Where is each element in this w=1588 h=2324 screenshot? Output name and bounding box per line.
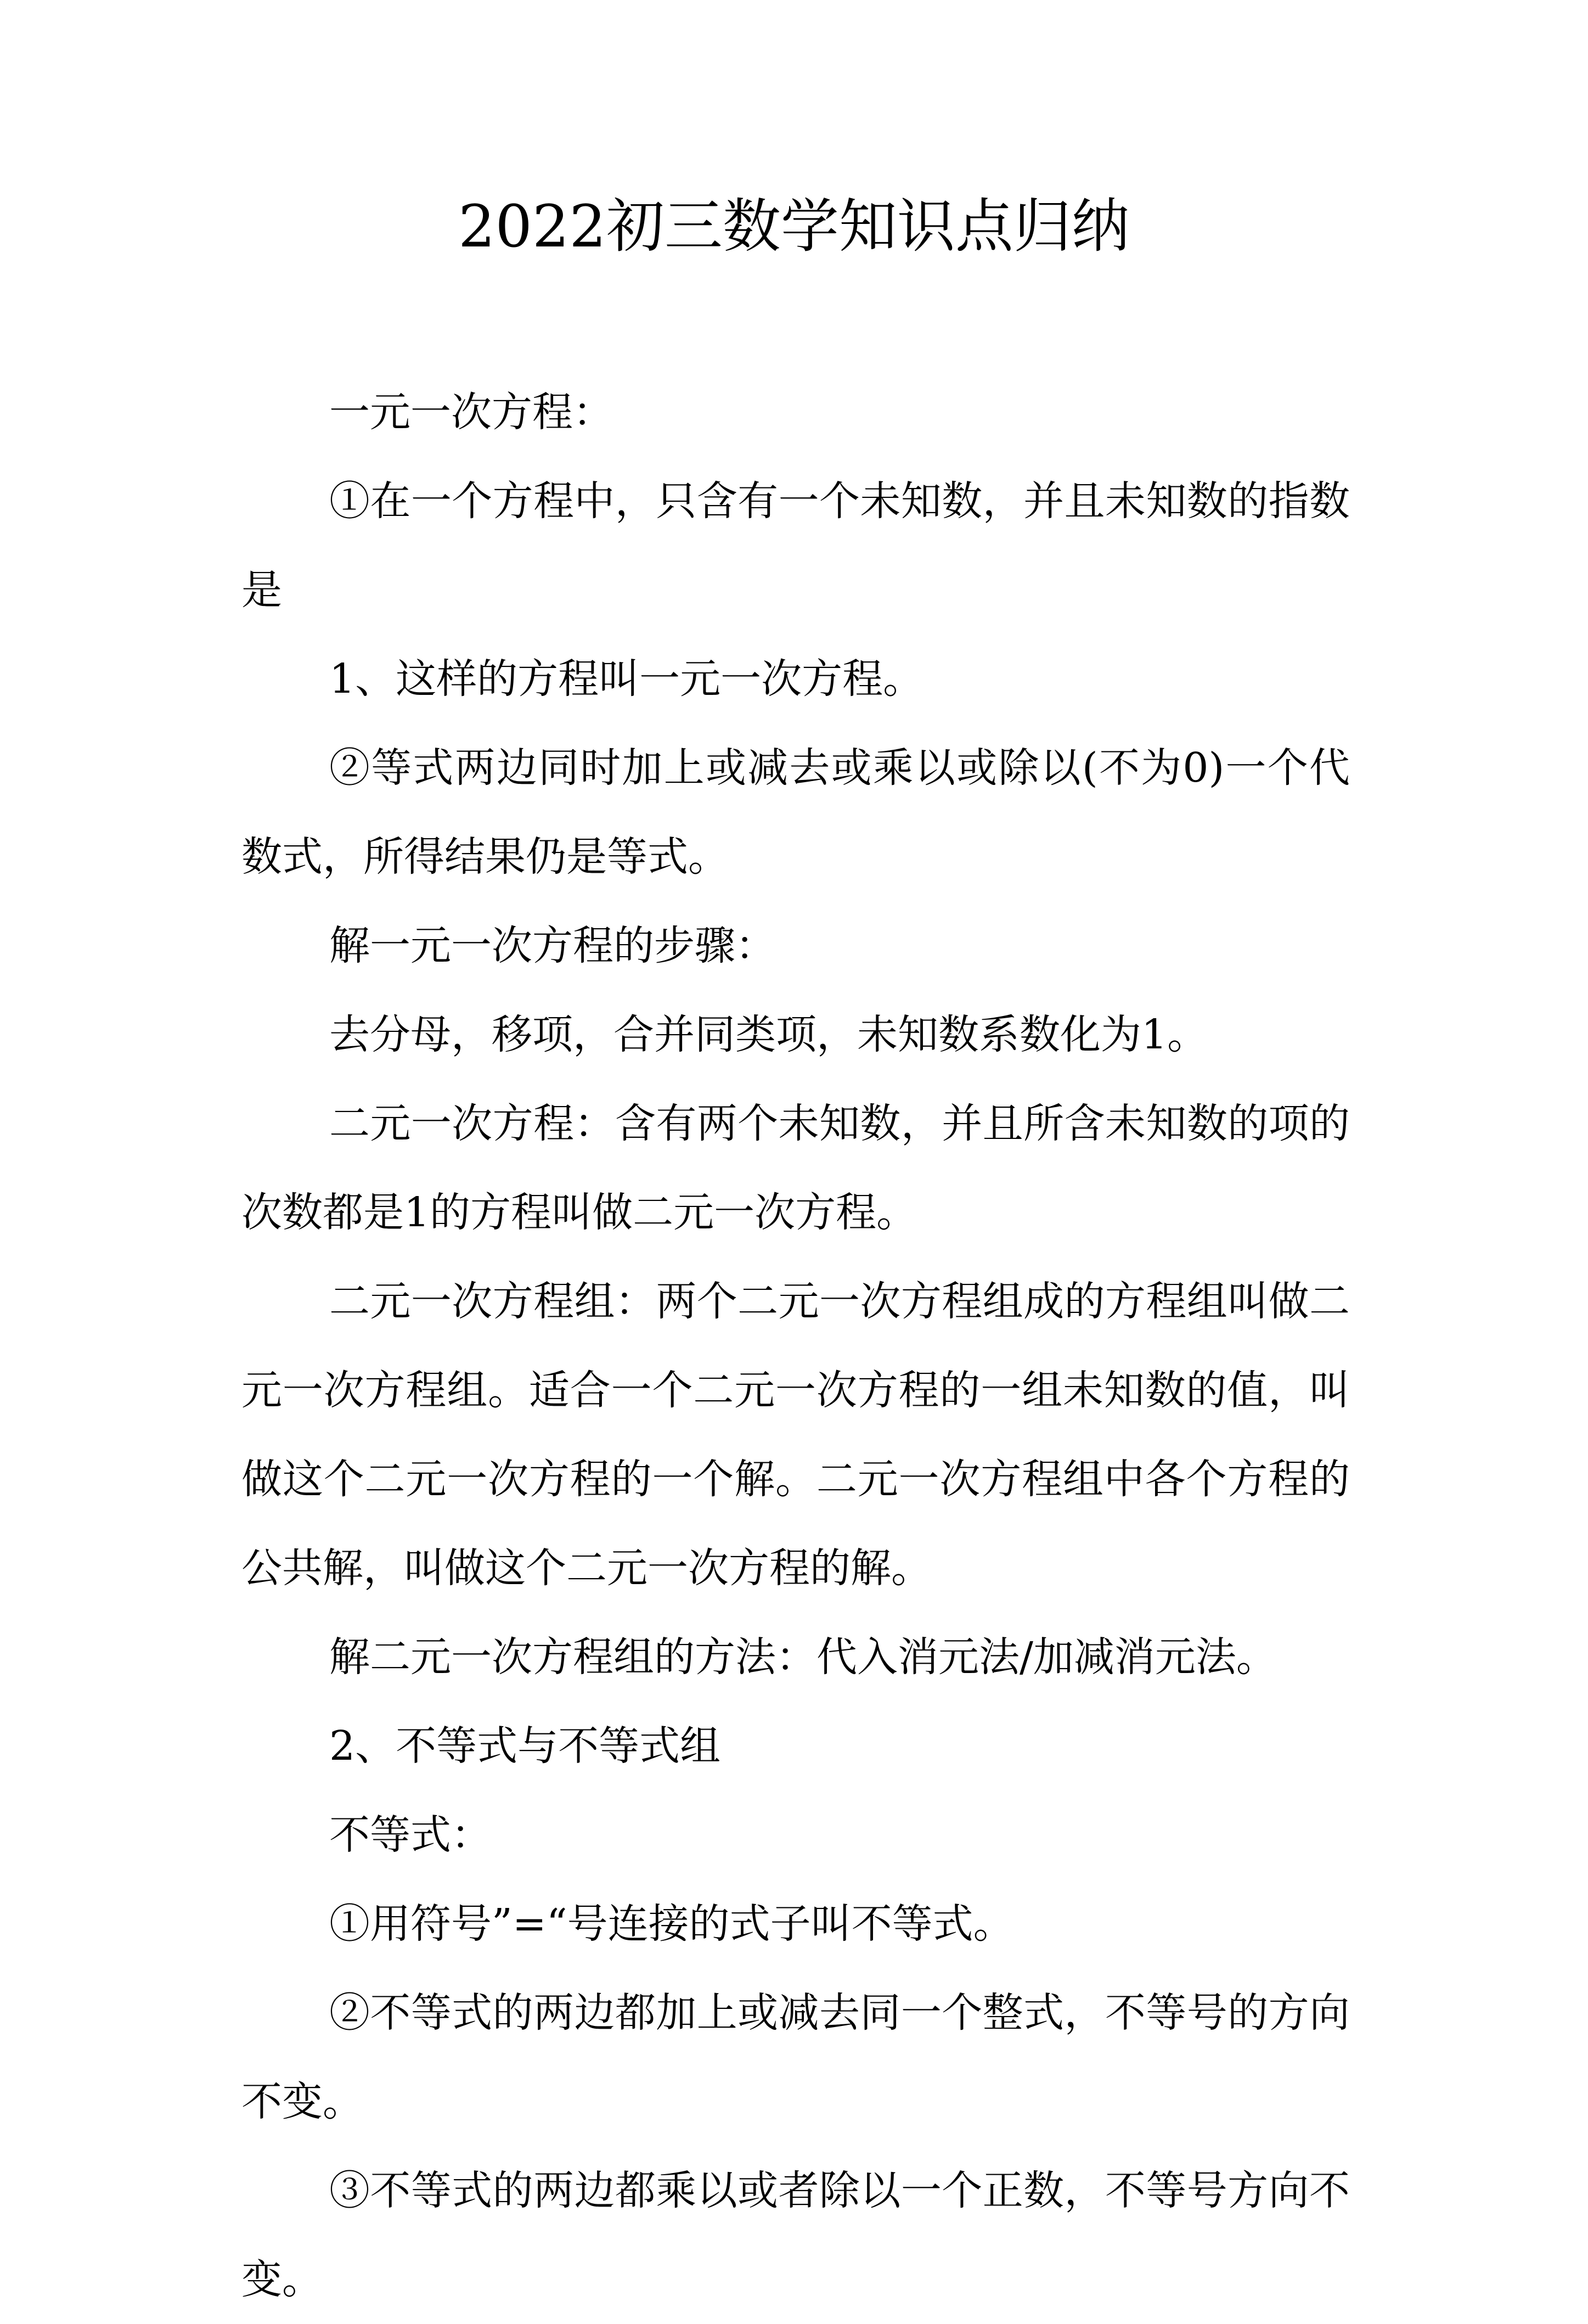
paragraph: 2、不等式与不等式组 — [329, 1722, 721, 1770]
paragraph: ②等式两边同时加上或减去或乘以或除以(不为0)一个代数式，所得结果仍是等式。 — [241, 744, 1350, 880]
paragraph: 二元一次方程：含有两个未知数，并且所含未知数的项的次数都是1的方程叫做二元一次方程。 — [241, 1100, 1350, 1236]
paragraph: 1、这样的方程叫一元一次方程。 — [329, 655, 924, 703]
paragraph: ②不等式的两边都加上或减去同一个整式，不等号的方向不变。 — [241, 1989, 1350, 2125]
document-body — [241, 368, 1350, 2324]
paragraph: ①用符号”=“号连接的式子叫不等式。 — [329, 1900, 1014, 1947]
paragraph: 不等式： — [329, 1811, 492, 1859]
paragraph: ③不等式的两边都乘以或者除以一个正数，不等号方向不变。 — [241, 2167, 1350, 2303]
paragraph: 解一元一次方程的步骤： — [329, 922, 776, 969]
paragraph: ①在一个方程中，只含有一个未知数，并且未知数的指数是 — [241, 478, 1350, 614]
document-title: 2022初三数学知识点归纳 — [458, 193, 1130, 260]
paragraph: 解二元一次方程组的方法：代入消元法/加减消元法。 — [329, 1633, 1277, 1681]
paragraph: 一元一次方程： — [329, 389, 613, 436]
paragraph: 去分母，移项，合并同类项，未知数系数化为1。 — [329, 1011, 1208, 1058]
paragraph: 二元一次方程组：两个二元一次方程组成的方程组叫做二元一次方程组。适合一个二元一次方程的一组未知数的值，叫做这个二元一次方程的一个解。二元一次方程组中各个方程的公共解，叫做这个二元一次方程的解。 — [241, 1278, 1350, 1592]
